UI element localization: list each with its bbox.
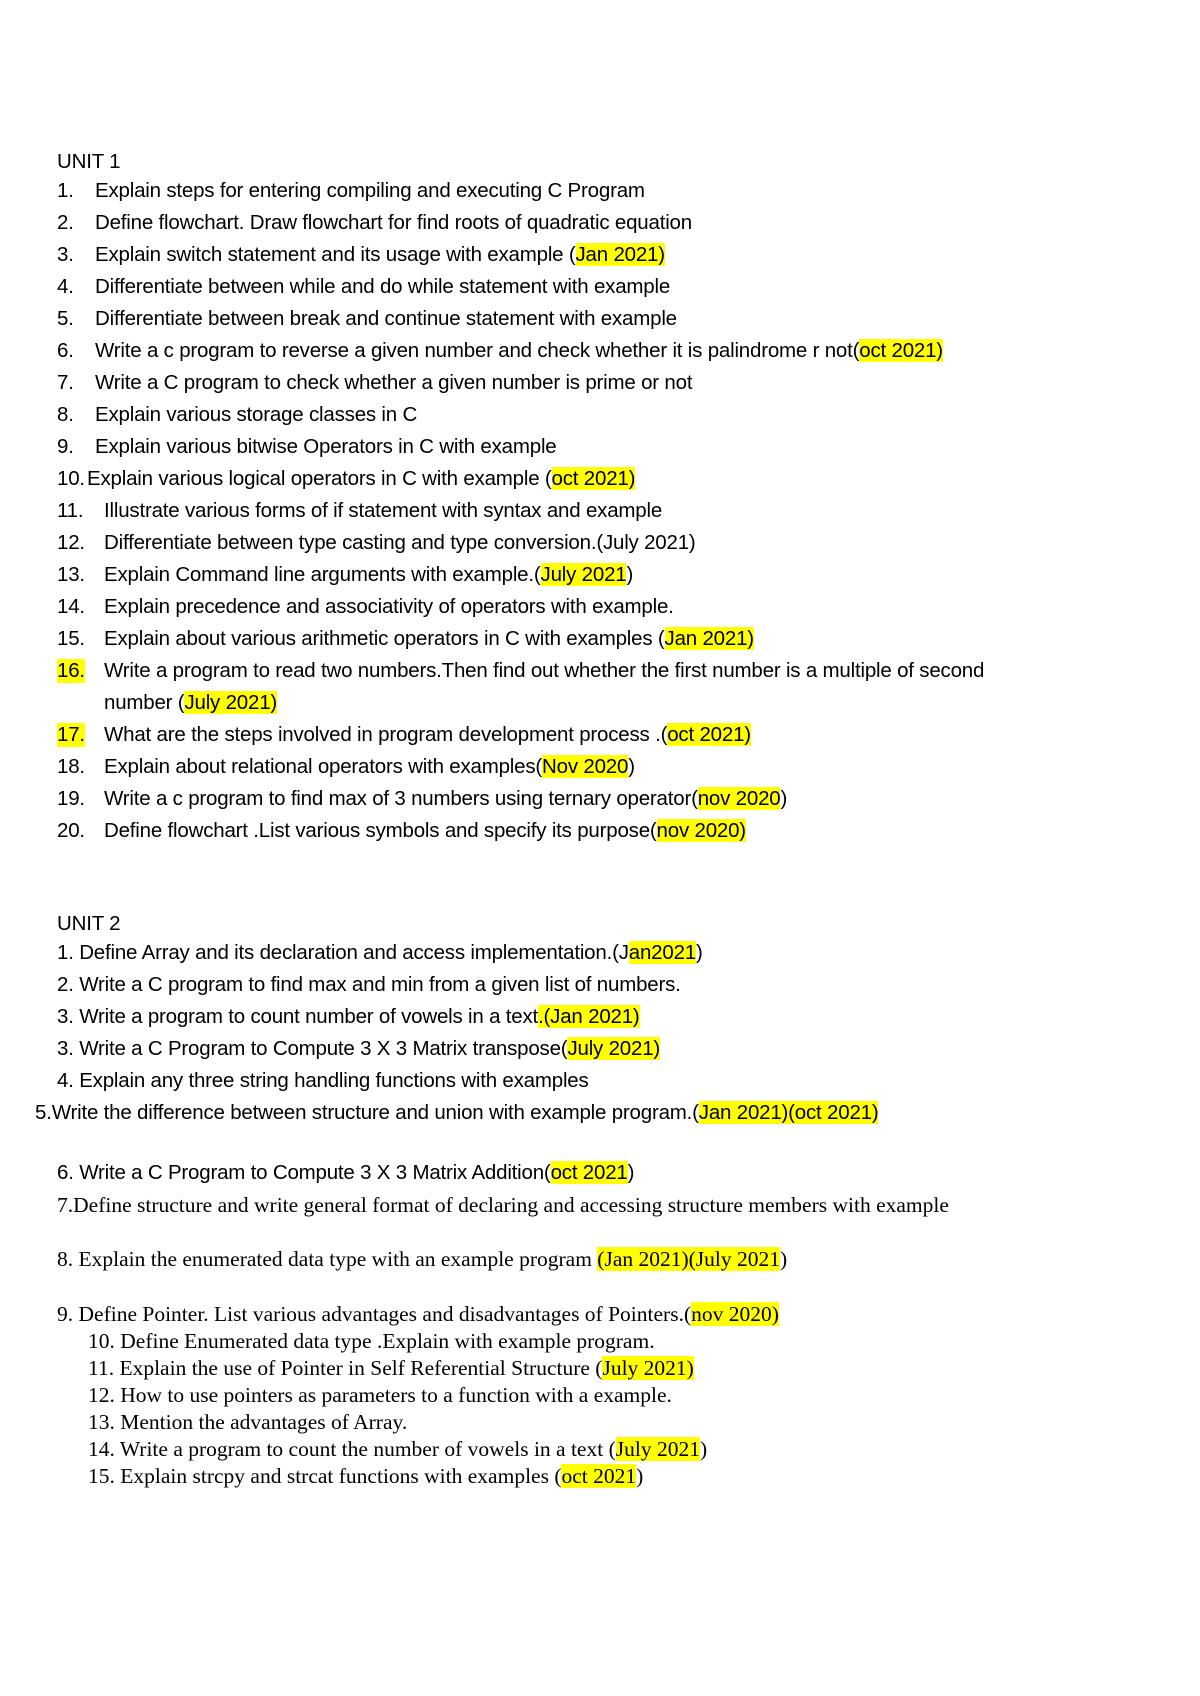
question-text: 7.Define structure and write general format of declaring and accessing structure members with example (57, 1193, 949, 1217)
question-number: 3. (57, 243, 74, 266)
question-body (104, 531, 696, 555)
question-number: 19. (57, 787, 85, 810)
unit2-question-item (88, 1356, 694, 1381)
question-number: 13. (57, 563, 85, 586)
unit2-question-item (88, 1410, 407, 1435)
question-number: 2. (57, 211, 74, 234)
question-body (95, 403, 417, 427)
question-number: 20. (57, 819, 85, 842)
unit2-question-item (88, 1383, 672, 1408)
question-number: 11. (57, 499, 84, 522)
question-text: Define flowchart .List various symbols and specify its purpose( (104, 819, 657, 842)
question-body (95, 339, 943, 363)
exam-date-tag: nov 2020) (691, 1302, 779, 1326)
question-text: Explain Command line arguments with example.( (104, 563, 541, 586)
exam-date-tag: July 2021) (184, 691, 278, 714)
question-number: 15. (57, 627, 85, 650)
question-text: 3. Write a C Program to Compute 3 X 3 Matrix transpose( (57, 1037, 568, 1060)
question-body (95, 435, 557, 459)
question-text: Differentiate between while and do while statement with example (95, 275, 671, 298)
question-text: 6. Write a C Program to Compute 3 X 3 Matrix Addition( (57, 1161, 551, 1184)
question-number: 4. (57, 275, 74, 298)
unit2-question-item (57, 1005, 640, 1029)
question-number: 12. (57, 531, 85, 554)
question-tail: ) (627, 1161, 635, 1184)
question-text: Explain switch statement and its usage with example ( (95, 243, 576, 266)
question-body (104, 723, 751, 747)
question-text: number ( (104, 691, 185, 714)
exam-date-tag: oct 2021 (561, 1464, 637, 1488)
question-body (87, 467, 635, 491)
question-text: 3. Write a program to count number of vowels in a text (57, 1005, 539, 1028)
question-body (95, 275, 670, 299)
exam-date-tag: nov 2020 (697, 787, 781, 810)
question-text: Explain steps for entering compiling and executing C Program (95, 179, 645, 202)
exam-date-tag: oct 2021 (550, 1161, 628, 1184)
question-text: 13. Mention the advantages of Array. (88, 1410, 408, 1434)
question-text: Write a c program to reverse a given number and check whether it is palindrome r not( (95, 339, 860, 362)
question-text: 15. Explain strcpy and strcat functions with examples ( (88, 1464, 562, 1488)
question-body (104, 787, 787, 811)
unit2-question-item (57, 1161, 634, 1185)
question-body (104, 627, 754, 651)
question-body (95, 307, 677, 331)
question-text: 4. Explain any three string handling functions with examples (57, 1069, 589, 1092)
unit1-title: UNIT 1 (57, 150, 121, 173)
question-text: 14. Write a program to count the number of vowels in a text ( (88, 1437, 616, 1461)
question-body (104, 691, 277, 715)
question-number: 5. (57, 307, 74, 330)
unit2-question-item (88, 1437, 707, 1462)
unit2-title: UNIT 2 (57, 912, 121, 935)
question-body (104, 819, 746, 843)
exam-date-tag: Jan 2021) (575, 243, 665, 266)
unit2-question-item (88, 1464, 643, 1489)
exam-date-tag: .(Jan 2021) (538, 1005, 640, 1028)
question-number: 7. (57, 371, 74, 394)
question-number: 14. (57, 595, 85, 618)
question-tail: ) (699, 1437, 708, 1461)
question-text: Write a program to read two numbers.Then find out whether the first number is a multiple of second (104, 659, 985, 682)
question-tail: ) (626, 563, 634, 586)
exam-date-tag: July 2021) (602, 1356, 694, 1380)
exam-date-tag: oct 2021) (551, 467, 636, 490)
question-number: 18. (57, 755, 85, 778)
question-tail: ) (628, 755, 635, 778)
question-body (95, 179, 645, 203)
question-text: 12. How to use pointers as parameters to a function with a example. (88, 1383, 672, 1407)
exam-date-tag: an2021 (628, 941, 696, 964)
question-body (104, 659, 984, 683)
question-text: 10. Define Enumerated data type .Explain with example program. (88, 1329, 655, 1353)
unit2-question-item (57, 1302, 779, 1327)
question-text: 2. Write a C program to find max and min from a given list of numbers. (57, 973, 681, 996)
unit2-question-item (57, 1247, 787, 1272)
unit2-question-item (57, 973, 681, 997)
question-number: 9. (57, 435, 74, 458)
question-text: Explain about various arithmetic operators in C with examples ( (104, 627, 665, 650)
question-text: Differentiate between break and continue statement with example (95, 307, 677, 330)
unit2-question-item (57, 1193, 949, 1218)
question-body (95, 371, 692, 395)
unit2-question-item (57, 941, 703, 965)
exam-date-tag: nov 2020) (656, 819, 746, 842)
question-tail: ) (636, 1464, 644, 1488)
exam-date-tag: oct 2021) (667, 723, 751, 746)
question-text: Write a C program to check whether a given number is prime or not (95, 371, 693, 394)
question-text: Explain precedence and associativity of operators with example. (104, 595, 674, 618)
exam-date-tag: Jan 2021) (664, 627, 754, 650)
unit2-question-item (57, 1069, 589, 1093)
question-body (104, 755, 635, 779)
question-number: 6. (57, 339, 74, 362)
question-body (95, 211, 692, 235)
exam-date-tag: July 2021 (615, 1437, 700, 1461)
question-body (104, 499, 662, 523)
question-text: 9. Define Pointer. List various advantages and disadvantages of Pointers.( (57, 1302, 692, 1326)
question-text: Explain various storage classes in C (95, 403, 418, 426)
exam-date-tag: oct 2021) (859, 339, 943, 362)
question-number: 1. (57, 179, 74, 202)
question-text: Explain about relational operators with examples( (104, 755, 543, 778)
question-number: 8. (57, 403, 74, 426)
question-text: 5.Write the difference between structure and union with example program.( (35, 1101, 699, 1124)
exam-date-tag: Nov 2020 (542, 755, 629, 778)
question-text: 1. Define Array and its declaration and access implementation.(J (57, 941, 629, 964)
unit2-question-item (88, 1329, 655, 1354)
question-text: 8. Explain the enumerated data type with an example program (57, 1247, 598, 1271)
question-tail: ) (780, 787, 788, 810)
exam-date-tag: July 2021) (567, 1037, 661, 1060)
question-text: Define flowchart. Draw flowchart for find roots of quadratic equation (95, 211, 692, 234)
question-number: 10. (57, 467, 85, 490)
question-body (95, 243, 665, 267)
question-text: Explain various logical operators in C with example ( (87, 467, 552, 490)
question-tail: ) (780, 1247, 788, 1271)
question-text: Explain various bitwise Operators in C with example (95, 435, 557, 458)
question-body (104, 563, 633, 587)
question-text: Differentiate between type casting and type conversion.(July 2021) (104, 531, 696, 554)
exam-date-tag: (Jan 2021)(July 2021 (597, 1247, 781, 1271)
question-body (104, 595, 674, 619)
question-text: 11. Explain the use of Pointer in Self Referential Structure ( (88, 1356, 603, 1380)
unit2-question-item (57, 1037, 660, 1061)
exam-date-tag: Jan 2021)(oct 2021) (698, 1101, 879, 1124)
question-number: 16. (57, 659, 85, 682)
unit2-question-item (35, 1101, 878, 1125)
exam-date-tag: July 2021 (540, 563, 627, 586)
question-number: 17. (57, 723, 85, 746)
question-text: Illustrate various forms of if statement with syntax and example (104, 499, 663, 522)
question-tail: ) (695, 941, 703, 964)
question-text: What are the steps involved in program development process .( (104, 723, 668, 746)
question-text: Write a c program to find max of 3 numbers using ternary operator( (104, 787, 698, 810)
